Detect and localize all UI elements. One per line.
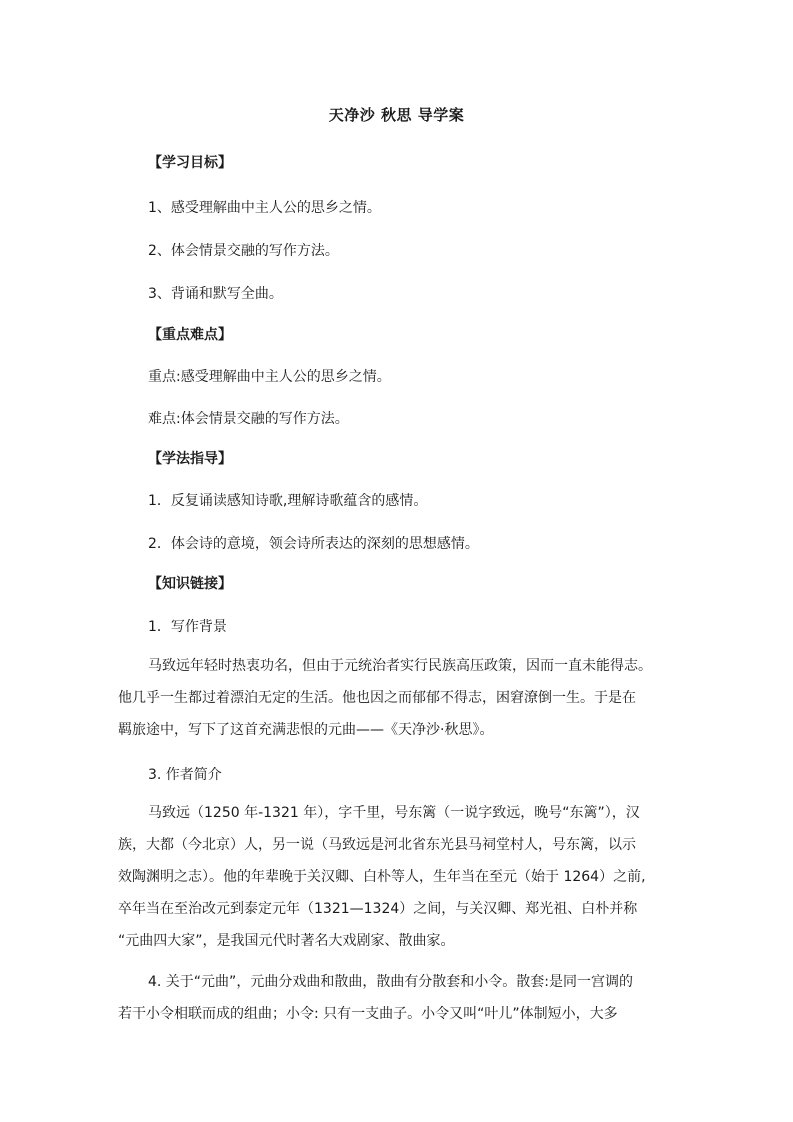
paragraph-line: 马致远（1250 年-1321 年），字千里，号东篱（一说字致远，晚号“东篱”），汉 — [148, 805, 640, 821]
goal-item: 2、体会情景交融的写作方法。 — [148, 243, 339, 259]
method-item: 1．反复诵读感知诗歌,理解诗歌蕴含的感情。 — [148, 493, 428, 509]
author-label: 3. 作者简介 — [148, 767, 222, 783]
section-heading-knowledge: 【知识链接】 — [148, 576, 232, 592]
paragraph-line: 马致远年轻时热衷功名，但由于元统治者实行民族高压政策，因而一直未能得志。 — [148, 658, 652, 674]
key-point-item: 重点:感受理解曲中主人公的思乡之情。 — [148, 369, 391, 385]
goal-item: 1、感受理解曲中主人公的思乡之情。 — [148, 200, 381, 216]
paragraph-line: 效陶渊明之志）。他的年辈晚于关汉卿、白朴等人，生年当在至元（始于 1264）之前, — [118, 869, 646, 885]
document-title: 天净沙 秋思 导学案 — [328, 106, 465, 124]
paragraph-line: 他几乎一生都过着漂泊无定的生活。他也因之而郁郁不得志，困窘潦倒一生。于是在 — [118, 690, 636, 706]
paragraph-line: 4. 关于“元曲”，元曲分戏曲和散曲，散曲有分散套和小令。散套:是同一宫调的 — [148, 974, 634, 990]
paragraph-line: “元曲四大家”，是我国元代时著名大戏剧家、散曲家。 — [118, 933, 455, 949]
method-item: 2．体会诗的意境，领会诗所表达的深刻的思想感情。 — [148, 536, 479, 552]
paragraph-line: 族，大都（今北京）人，另一说（马致远是河北省东光县马祠堂村人，号东篱，以示 — [118, 837, 636, 853]
background-paragraph — [118, 650, 678, 746]
key-point-item: 难点:体会情景交融的写作方法。 — [148, 411, 349, 427]
author-paragraph — [118, 797, 678, 957]
paragraph-line: 若干小令相联而成的组曲；小令: 只有一支曲子。小令又叫“叶儿”体制短小，大多 — [118, 1006, 618, 1022]
paragraph-line: 卒年当在至治改元到泰定元年（1321—1324）之间，与关汉卿、郑光祖、白朴并称 — [118, 901, 638, 917]
section-heading-method: 【学法指导】 — [148, 451, 232, 467]
section-heading-goals: 【学习目标】 — [148, 155, 232, 171]
paragraph-line: 羁旅途中，写下了这首充满悲恨的元曲——《天净沙·秋思》。 — [118, 722, 494, 738]
goal-item: 3、背诵和默写全曲。 — [148, 286, 283, 302]
yuanqu-paragraph — [118, 966, 678, 1030]
background-label: 1．写作背景 — [148, 619, 227, 635]
section-heading-key-points: 【重点难点】 — [148, 327, 232, 343]
